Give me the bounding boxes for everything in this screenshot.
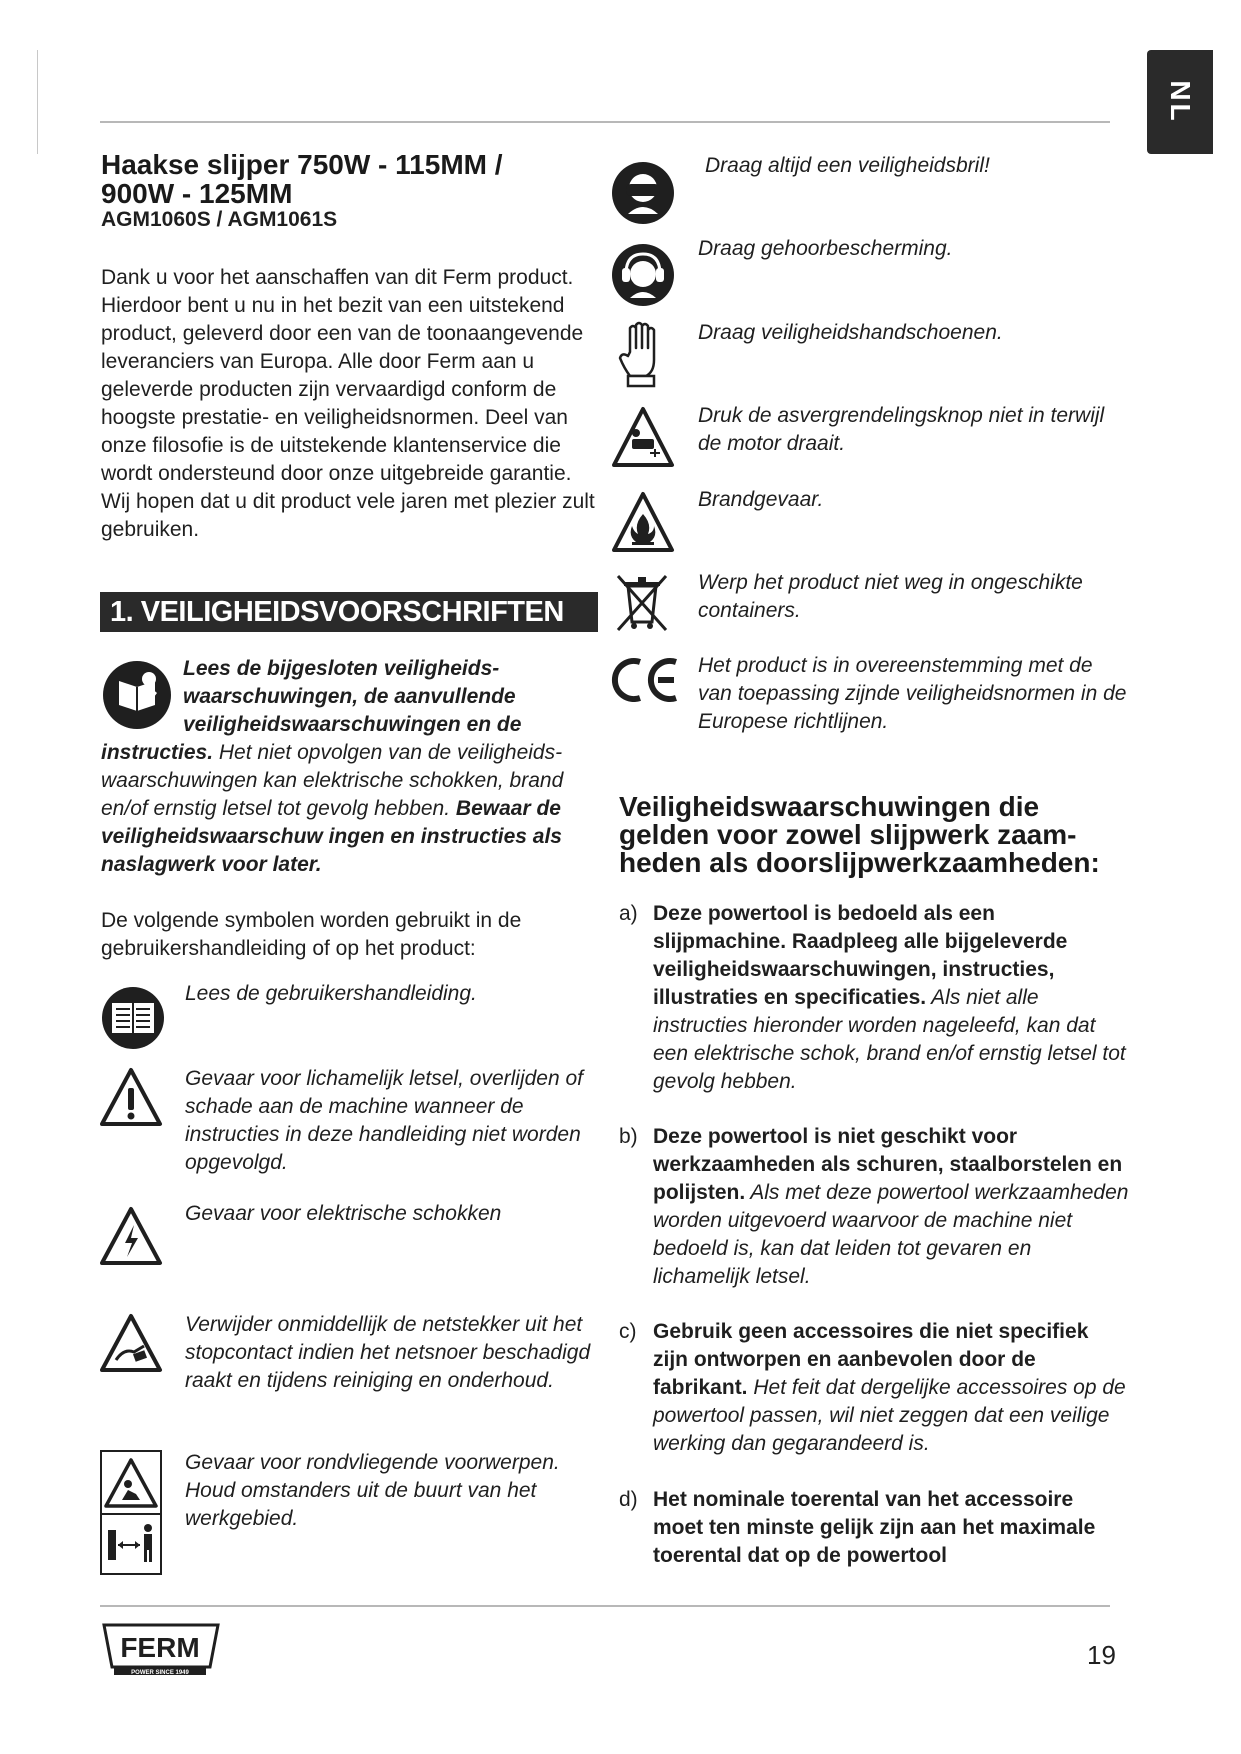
page-title: Haakse slijper 750W - 115MM / 900W - 125MM (101, 149, 503, 209)
icon-divider (102, 1513, 160, 1515)
spindle-lock-warning-icon (610, 405, 676, 469)
hearing-protection-icon (610, 242, 676, 308)
warning-bold-1: Lees de bijgesloten veiligheids-waarschuwingen, de aanvullende veiligheidswaarschuwingen en de instructies. (101, 657, 522, 764)
flying-objects-icon (100, 1450, 162, 1575)
model-number: AGM1060S / AGM1061S (101, 208, 338, 231)
item-label: c) (619, 1320, 637, 1343)
symbol-text-spindle-lock: Druk de asvergrendelingsknop niet in terwijl de motor draait. (698, 404, 1105, 455)
symbols-intro: De volgende symbolen worden gebruikt in de gebruikershandleiding of op het product: (101, 909, 522, 960)
instruction-item-c (619, 1318, 1129, 1458)
item-bold-text: Het nominale toerental van het accessoire moet ten minste gelijk zijn aan het maximale toerental dat op de powertool (653, 1488, 1096, 1567)
item-bold-text: Gebruik geen accessoires die niet specifiek zijn ontworpen en aanbevolen door de fabrikant. (653, 1320, 1089, 1399)
instruction-item-d (619, 1486, 1129, 1570)
fire-hazard-icon (610, 490, 676, 554)
item-bold-text: Deze powertool is bedoeld als een slijpmachine. Raadpleeg alle bijgeleverde veiligheidswaarschuwingen, instructies, illustraties en specificaties. (653, 902, 1068, 1009)
page-number: 19 (1087, 1640, 1116, 1670)
manual-book-icon (100, 985, 166, 1051)
read-manual-icon (101, 659, 173, 731)
warning-text-1: Het niet opvolgen van de veiligheids-waarschuwingen kan elektrische schokken, brand en/of ernstig letsel tot gevolg hebben. (101, 741, 564, 820)
ferm-logo-text: FERM (120, 1632, 200, 1663)
unplug-warning-icon (98, 1312, 164, 1374)
symbol-text-electric-shock: Gevaar voor elektrische schokken (185, 1202, 502, 1225)
page-edge-line (37, 50, 38, 154)
symbol-text-gloves: Draag veiligheidshandschoenen. (698, 321, 1003, 344)
warning-triangle-icon (98, 1066, 164, 1128)
item-bold-text: Deze powertool is niet geschikt voor werkzaamheden als schuren, staalborstelen en polijsten. (653, 1125, 1123, 1204)
safety-goggles-icon (610, 160, 676, 226)
section-heading: 1. VEILIGHEIDSVOORSCHRIFTEN (100, 592, 598, 632)
language-tab (1147, 50, 1213, 154)
instruction-item-b (619, 1123, 1129, 1291)
safety-warning-block (101, 655, 599, 879)
item-text: Het feit dat dergelijke accessoires op de powertool passen, wil niet zeggen dat een veilige werking dan gegarandeerd is. (653, 1376, 1126, 1455)
item-label: b) (619, 1125, 638, 1148)
symbol-text-manual: Lees de gebruikershandleiding. (185, 982, 477, 1005)
bottom-rule (100, 1605, 1110, 1607)
symbol-text-fire: Brandgevaar. (698, 488, 824, 511)
symbol-text-flying-objects: Gevaar voor rondvliegende voorwerpen. Houd omstanders uit de buurt van het werkgebied. (185, 1451, 560, 1530)
item-label: a) (619, 902, 638, 925)
intro-paragraph: Dank u voor het aanschaffen van dit Ferm product. Hierdoor bent u nu in het bezit van een uitstekend product, geleverd door een van de toonaangevende leveranciers van Europa. Alle door Ferm aan u geleverde producten zijn vervaardigd conform de hoogste prestatie- en veiligheidsnormen. Deel van onze filosofie is de uitstekende klantenservice die wordt ondersteund door onze uitgebreide garantie. Wij hopen dat u dit product vele jaren met plezier zult gebruiken. (101, 266, 595, 541)
safety-gloves-icon (614, 320, 670, 388)
keep-distance-icon (102, 1516, 160, 1572)
symbol-text-general-warning: Gevaar voor lichamelijk letsel, overlijden of schade aan de machine wanneer de instructies in deze handleiding niet worden opgevolgd. (185, 1067, 584, 1174)
item-text: Als met deze powertool werkzaamheden worden uitgevoerd waarvoor de machine niet bedoeld is, kan dat leiden tot gevaren en lichamelijk letsel. (653, 1181, 1129, 1288)
ferm-logo (100, 1621, 222, 1677)
ferm-tagline: POWER SINCE 1949 (131, 1670, 189, 1676)
item-label: d) (619, 1488, 638, 1511)
warning-bold-2: Bewaar de veiligheidswaarschuw ingen en instructies als naslagwerk voor later. (101, 797, 562, 876)
language-tab-label: NL (1165, 80, 1196, 124)
symbol-text-unplug: Verwijder onmiddellijk de netstekker uit het stopcontact indien het netsnoer beschadigd raakt en tijdens reiniging en onderhoud. (185, 1313, 591, 1392)
top-rule (100, 121, 1110, 123)
item-text: Als niet alle instructies hieronder worden nageleefd, kan dat een elektrische schok, brand en/of ernstig letsel tot gevolg hebben. (653, 986, 1126, 1093)
right-section-heading: Veiligheidswaarschuwingen die gelden voor zowel slijpwerk zaam-heden als doorslijpwerkzaamheden: (619, 791, 1100, 878)
symbol-text-disposal: Werp het product niet weg in ongeschikte containers. (698, 571, 1083, 622)
symbol-text-goggles: Draag altijd een veiligheidsbril! (705, 154, 990, 177)
ce-mark-icon (610, 656, 682, 704)
symbol-text-hearing: Draag gehoorbescherming. (698, 237, 953, 260)
instruction-item-a (619, 900, 1129, 1096)
crossed-bin-icon (612, 572, 672, 634)
electric-shock-icon (98, 1205, 164, 1267)
flying-objects-triangle-icon (102, 1454, 160, 1512)
symbol-text-ce: Het product is in overeenstemming met de van toepassing zijnde veiligheidsnormen in de Europese richtlijnen. (698, 654, 1127, 733)
